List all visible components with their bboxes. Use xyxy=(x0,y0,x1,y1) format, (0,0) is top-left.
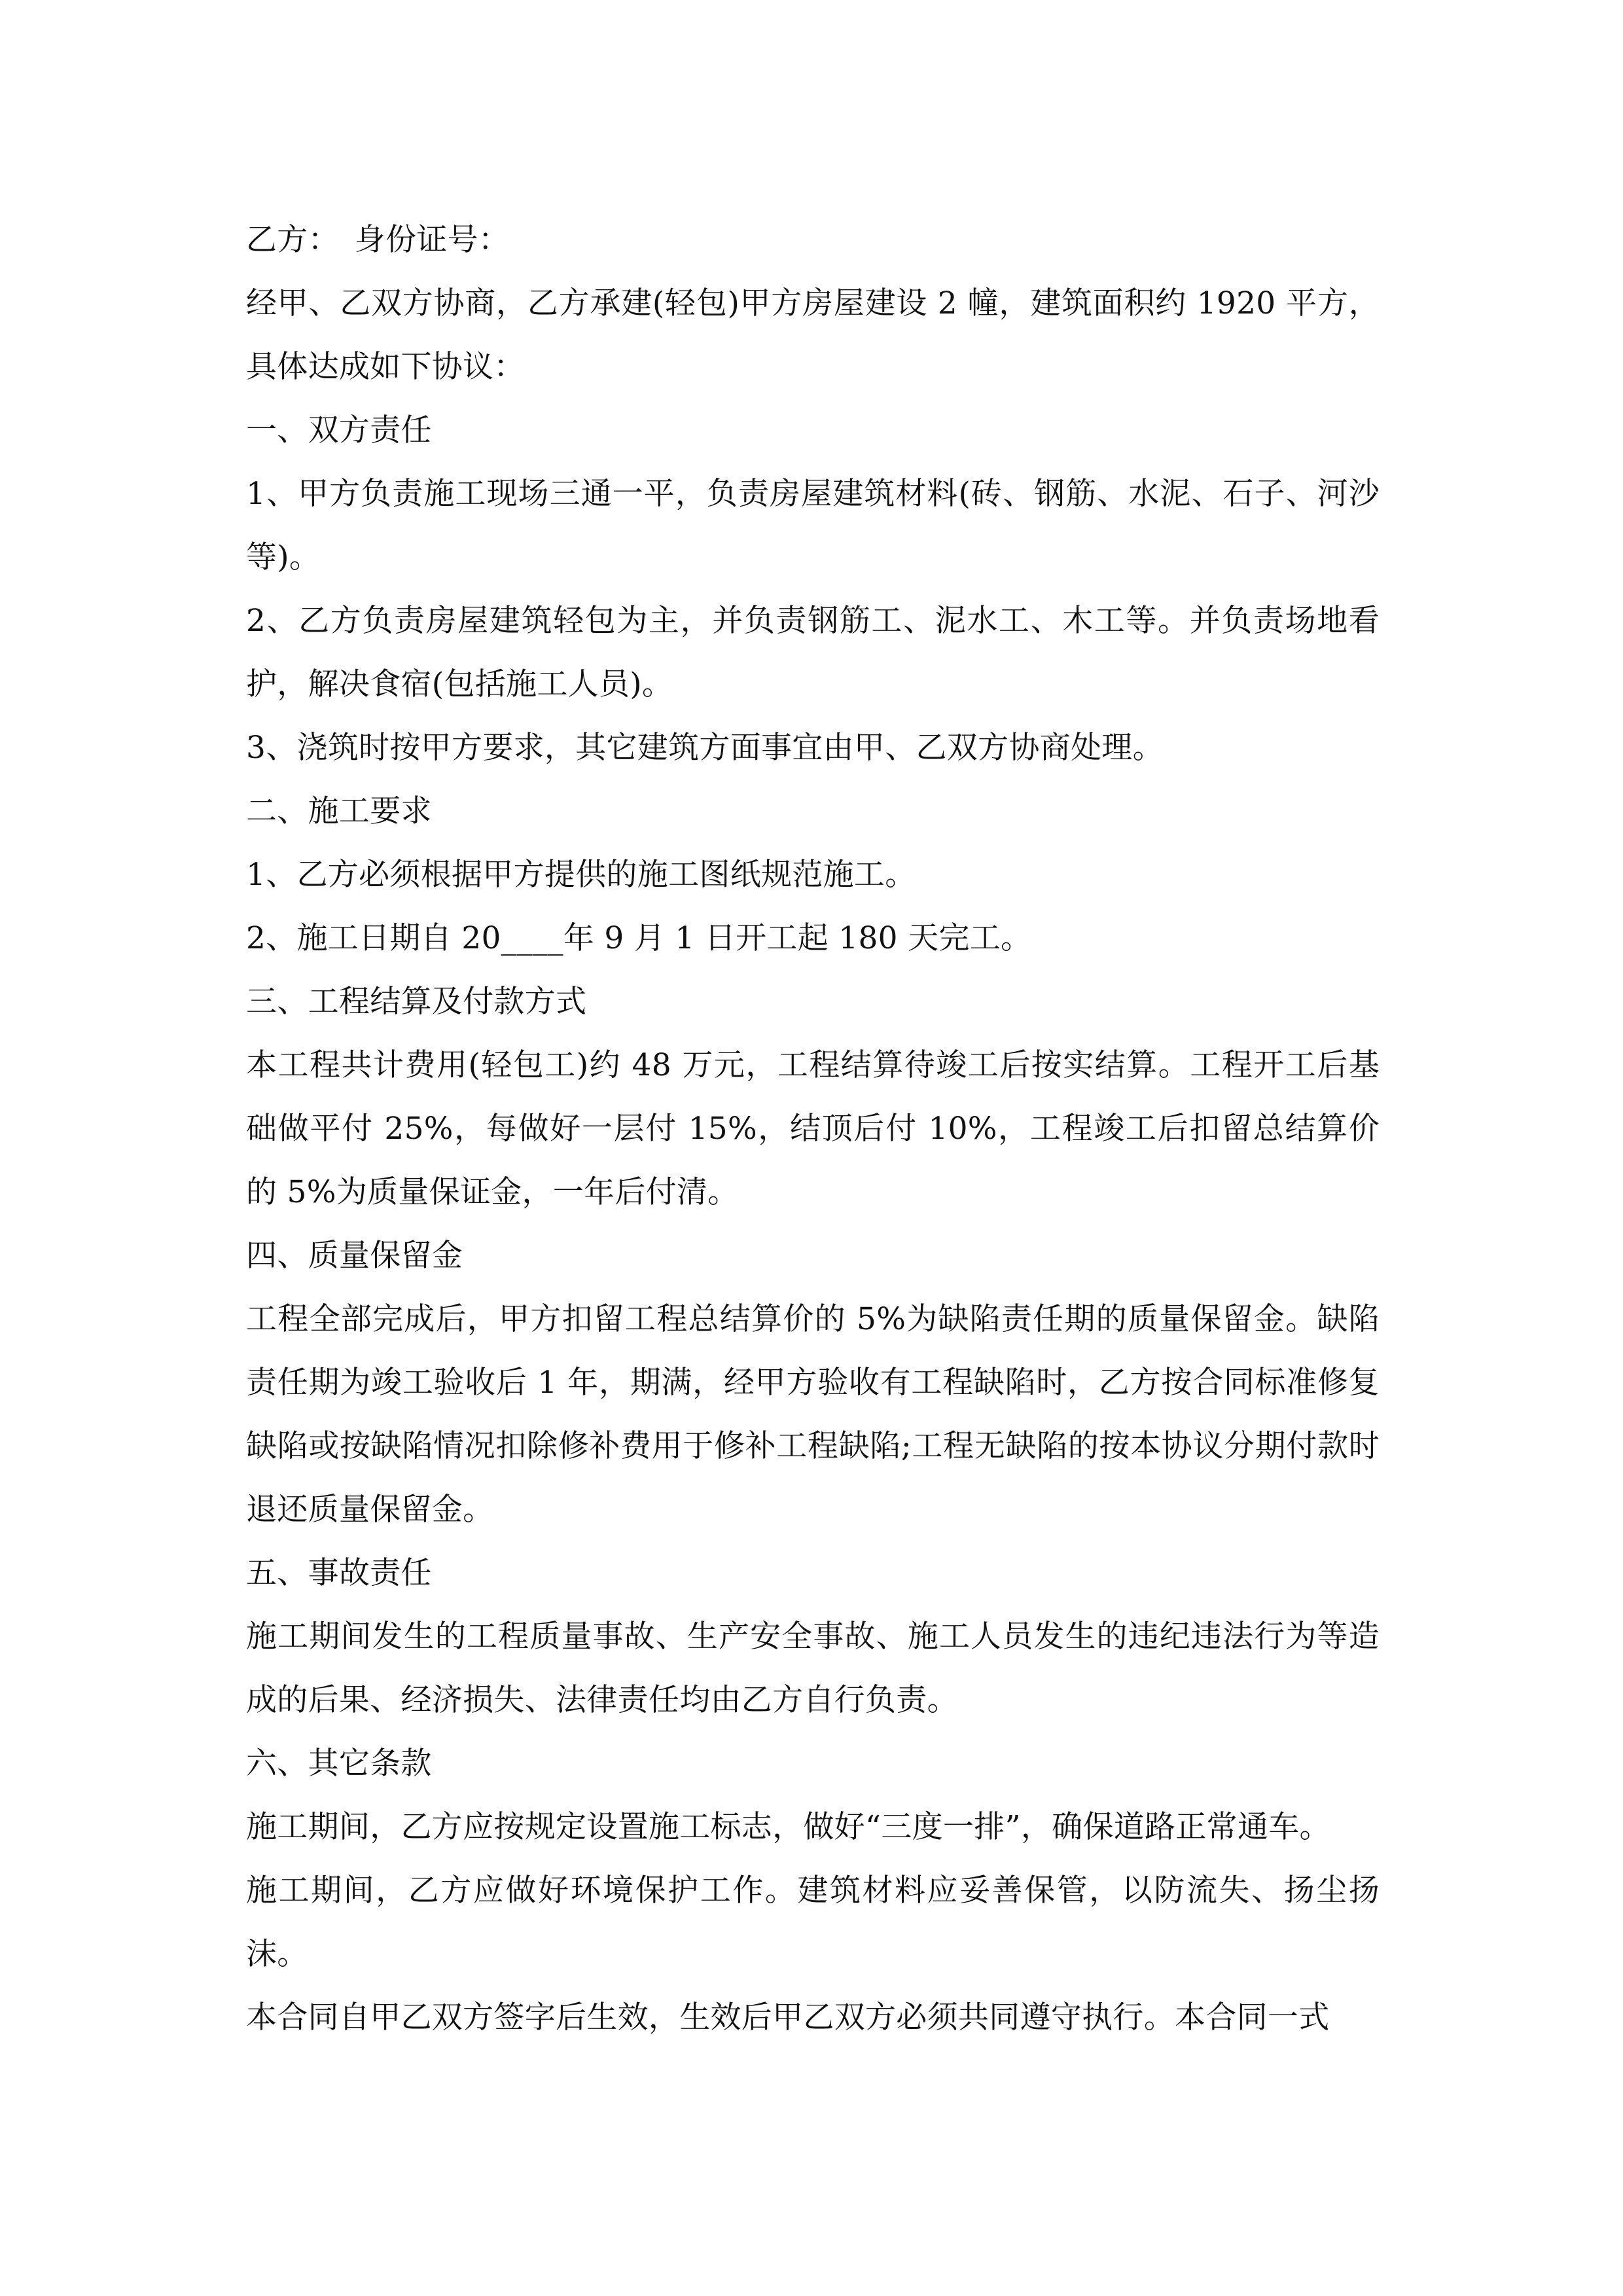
accident-paragraph: 施工期间发生的工程质量事故、生产安全事故、施工人员发生的违纪违法行为等造成的后果、经济损失、法律责任均由乙方自行负责。 xyxy=(246,1619,1380,1718)
section-heading-responsibilities: 一、双方责任 xyxy=(246,412,432,448)
other-clause-signage: 施工期间，乙方应按规定设置施工标志，做好“三度一排”，确保道路正常通车。 xyxy=(246,1809,1330,1845)
payment-paragraph: 本工程共计费用(轻包工)约 48 万元，工程结算待竣工后按实结算。工程开工后基础做平付 25%，每做好一层付 15%，结顶后付 10%，工程竣工后扣留总结算价的 5%为质量保证金，一年后付清。 xyxy=(246,1047,1380,1210)
section-heading-payment: 三、工程结算及付款方式 xyxy=(246,984,587,1020)
clause-1-2: 2、乙方负责房屋建筑轻包为主，并负责钢筋工、泥水工、木工等。并负责场地看护，解决食宿(包括施工人员)。 xyxy=(246,603,1380,702)
section-heading-other: 六、其它条款 xyxy=(246,1746,432,1782)
section-heading-requirements: 二、施工要求 xyxy=(246,793,432,829)
clause-2-1: 1、乙方必须根据甲方提供的施工图纸规范施工。 xyxy=(246,857,916,893)
section-heading-accident: 五、事故责任 xyxy=(246,1555,432,1591)
section-heading-retention: 四、质量保留金 xyxy=(246,1238,463,1274)
intro-paragraph: 经甲、乙双方协商，乙方承建(轻包)甲方房屋建设 2 幢，建筑面积约 1920 平方，具体达成如下协议： xyxy=(246,285,1380,385)
document-body xyxy=(246,208,1380,2049)
retention-paragraph: 工程全部完成后，甲方扣留工程总结算价的 5%为缺陷责任期的质量保留金。缺陷责任期为竣工验收后 1 年，期满，经甲方验收有工程缺陷时，乙方按合同标准修复缺陷或按缺陷情况扣除修补费用于修补工程缺陷;工程无缺陷的按本协议分期付款时退还质量保留金。 xyxy=(246,1301,1380,1528)
party-b-id-line: 乙方： 身份证号： xyxy=(246,222,510,258)
clause-2-2: 2、施工日期自 20____年 9 月 1 日开工起 180 天完工。 xyxy=(246,920,1032,956)
other-clause-environment: 施工期间，乙方应做好环境保护工作。建筑材料应妥善保管，以防流失、扬尘扬沫。 xyxy=(246,1873,1380,1972)
other-clause-effective: 本合同自甲乙双方签字后生效，生效后甲乙双方必须共同遵守执行。本合同一式 xyxy=(246,2000,1330,2036)
clause-1-3: 3、浇筑时按甲方要求，其它建筑方面事宜由甲、乙双方协商处理。 xyxy=(246,730,1164,766)
clause-1-1: 1、甲方负责施工现场三通一平，负责房屋建筑材料(砖、钢筋、水泥、石子、河沙等)。 xyxy=(246,476,1380,575)
